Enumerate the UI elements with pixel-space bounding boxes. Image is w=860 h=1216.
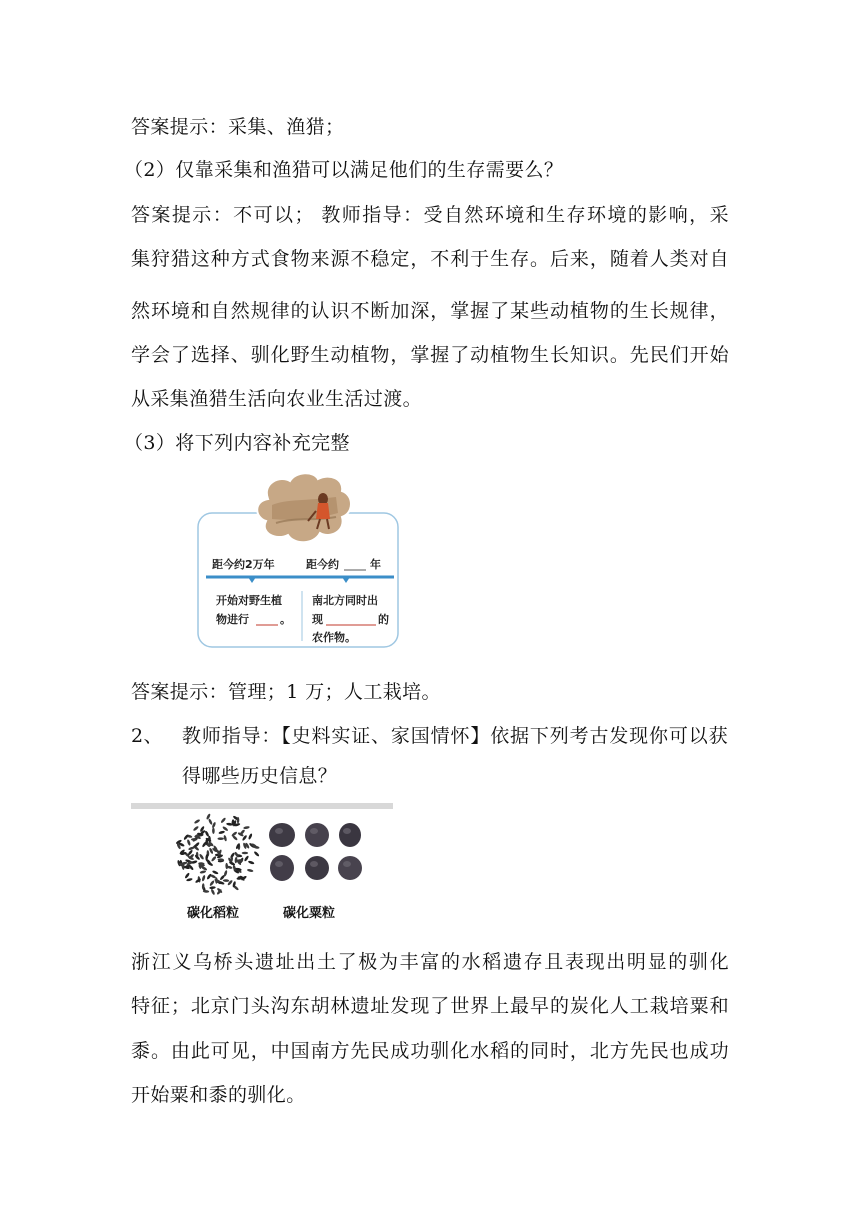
rice-grain — [253, 851, 259, 857]
item-2-number: 2、 — [131, 725, 163, 747]
rice-grain — [244, 855, 250, 862]
timeline-left-label: 距今约2万年 — [212, 558, 275, 571]
rice-grain — [222, 826, 229, 832]
item-2-text-cont: 得哪些历史信息？ — [182, 765, 338, 787]
carbonized-rice-image — [175, 813, 259, 895]
rice-grain — [206, 813, 211, 820]
timeline-right-text-1: 南北方同时出 — [312, 594, 378, 607]
question-2: （2）仅靠采集和渔猎可以满足他们的生存需要么？ — [124, 159, 564, 181]
rice-grain — [210, 888, 215, 895]
rice-grain — [193, 825, 200, 831]
rice-grain — [208, 818, 213, 825]
rice-grain — [248, 860, 255, 865]
farming-photo — [257, 473, 351, 542]
timeline-left-text-end: 。 — [280, 613, 291, 626]
paragraph-line: 从采集渔猎生活向农业生活过渡。 — [131, 388, 423, 410]
timeline-right-label: 距今约 — [306, 558, 339, 571]
rice-grain — [184, 872, 190, 879]
rice-grain — [194, 819, 201, 825]
timeline-right-text-3: 农作物。 — [312, 631, 356, 644]
rice-grain — [243, 826, 250, 830]
rice-grain — [186, 839, 191, 846]
rice-grain — [223, 879, 230, 882]
rice-grain — [220, 817, 226, 824]
rice-grain — [247, 869, 254, 873]
timeline-right-text-2-end: 的 — [378, 613, 389, 626]
timeline-left-text-1: 开始对野生植 — [216, 594, 282, 607]
line-answer-2: 答案提示：不可以； 教师指导：受自然环境和生存环境的影响，采 — [131, 204, 729, 226]
millet-caption: 碳化粟粒 — [283, 906, 336, 921]
rice-grain — [242, 852, 248, 855]
paragraph-line: 然环境和自然规律的认识不断加深，掌握了某些动植物的生长规律， — [131, 300, 729, 322]
rice-grain — [223, 835, 227, 842]
rice-grain — [212, 827, 215, 833]
paragraph-line: 浙江义乌桥头遗址出土了极为丰富的水稻遗存且表现出明显的驯化 — [131, 951, 729, 973]
rice-grain — [201, 875, 205, 882]
rice-grain — [248, 833, 253, 840]
paragraph-line: 黍。由此可见，中国南方先民成功驯化水稻的同时，北方先民也成功 — [131, 1040, 729, 1062]
paragraph-line: 开始粟和黍的驯化。 — [131, 1084, 306, 1106]
item-2-text: 教师指导：【史料实证、家国情怀】依据下列考古发现你可以获 — [182, 725, 728, 747]
paragraph-line: 特征；北京门头沟东胡林遗址发现了世界上最早的炭化人工栽培粟和 — [131, 995, 729, 1017]
rice-grain — [209, 886, 216, 889]
timeline-figure — [196, 471, 402, 651]
rice-grain — [218, 830, 225, 834]
paragraph-line: 学会了选择、驯化野生动植物，掌握了动植物生长知识。先民们开始 — [131, 344, 729, 366]
timeline-left-text-2: 物进行 — [216, 613, 249, 626]
rice-caption: 碳化稻粒 — [187, 906, 240, 921]
rice-grain — [225, 863, 228, 870]
cropped-strip — [131, 803, 393, 809]
rice-grain — [211, 856, 217, 862]
rice-grain — [212, 870, 219, 875]
question-3: （3）将下列内容补充完整 — [124, 432, 350, 454]
rice-grain — [237, 817, 240, 823]
timeline-right-suffix: 年 — [370, 558, 381, 571]
line-answer-1: 答案提示：采集、渔猎； — [131, 116, 345, 138]
rice-grain — [234, 857, 237, 864]
rice-grain — [209, 880, 215, 887]
carbonized-grains-figure — [131, 803, 393, 929]
carbonized-millet-image — [269, 823, 362, 881]
line-answer-3: 答案提示：管理；1 万；人工栽培。 — [131, 681, 441, 703]
paragraph-line: 集狩猎这种方式食物来源不稳定，不利于生存。后来，随着人类对自 — [131, 248, 729, 270]
rice-grain — [191, 860, 198, 864]
timeline-right-text-2: 现 — [312, 613, 323, 626]
rice-grain — [211, 822, 216, 829]
rice-grain — [218, 837, 224, 840]
rice-grain — [206, 873, 212, 880]
rice-grain — [186, 878, 193, 882]
rice-grain — [199, 870, 206, 874]
